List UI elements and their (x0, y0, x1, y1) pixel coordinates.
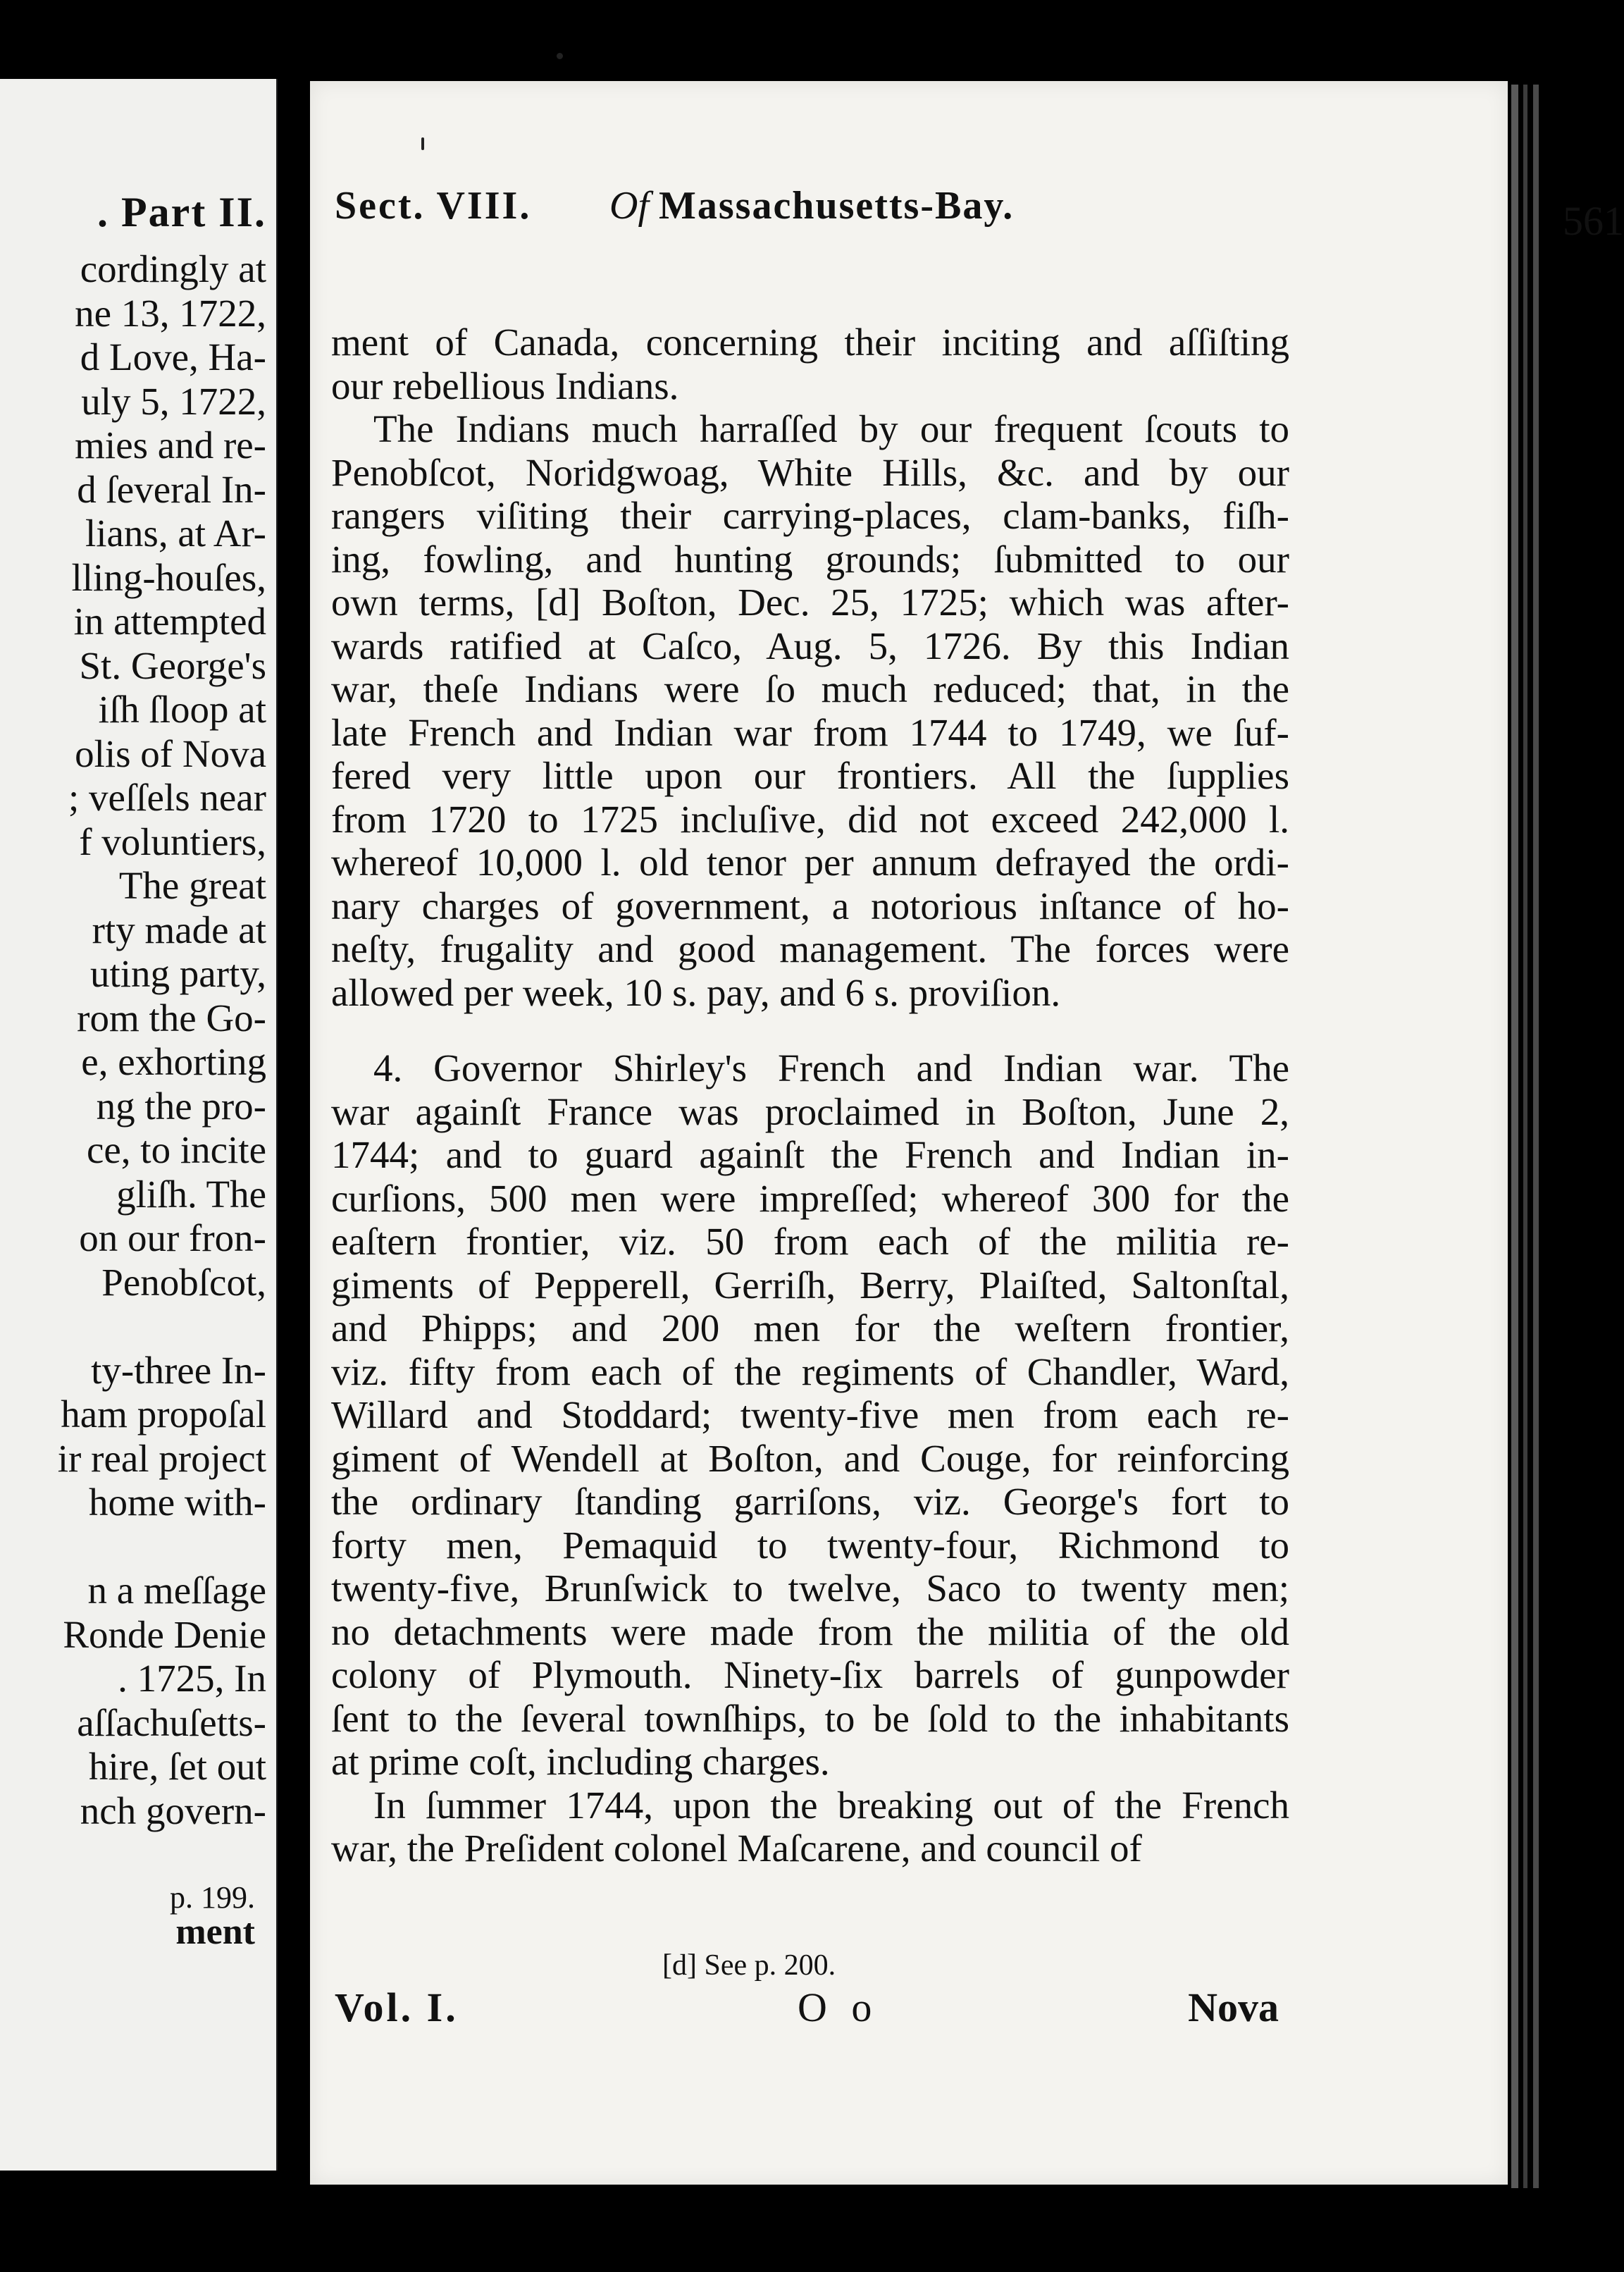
left-page-line: ce, to incite (86, 1128, 266, 1171)
left-page-header: . Part II. (97, 189, 266, 235)
left-page-line: e, exhorting (81, 1040, 266, 1083)
text-line: fered very little upon our frontiers. All the ſupplies (331, 754, 1289, 797)
text-line: from 1720 to 1725 incluſive, did not exceed 242,000 l. (331, 797, 1289, 841)
text-line: 4. Governor Shirley's French and Indian war. The (373, 1047, 1289, 1089)
text-line: ing, fowling, and hunting grounds; ſubmitted to our (331, 537, 1289, 581)
left-page-line: n a meſſage (87, 1569, 266, 1612)
text-line: whereof 10,000 l. old tenor per annum defrayed the ordi- (331, 841, 1289, 884)
left-page-line: iſh ſloop at (98, 688, 266, 731)
left-page-line: ham propoſal (61, 1393, 266, 1436)
page-footer (335, 1984, 1279, 2047)
text-line: Penobſcot, Noridgwoag, White Hills, &c. and by our (331, 450, 1289, 494)
left-page-line: cordingly at (80, 247, 266, 290)
left-page-footnote: p. 199. (170, 1880, 255, 1915)
text-line: eaſtern frontier, viz. 50 from each of the militia re- (331, 1220, 1289, 1263)
text-line: forty men, Pemaquid to twenty-four, Richmond to (331, 1523, 1289, 1567)
text-line: own terms, [d] Boſton, Dec. 25, 1725; which was after- (331, 581, 1289, 624)
left-page-line: lling-houſes, (71, 555, 266, 599)
left-page-line: ne 13, 1722, (75, 291, 266, 335)
text-line: wards ratified at Caſco, Aug. 5, 1726. By this Indian (331, 624, 1289, 667)
left-page-line: uting party, (90, 952, 266, 995)
signature-mark: O o (798, 1984, 879, 2030)
text-line: no detachments were made from the militia of the old (331, 1610, 1289, 1653)
text-line: and Phipps; and 200 men for the weſtern frontier, (331, 1307, 1289, 1350)
text-line: late French and Indian war from 1744 to 1749, we ſuf- (331, 710, 1289, 754)
scan-speck (557, 53, 563, 59)
text-line: at prime coſt, including charges. (331, 1740, 830, 1783)
left-page-line: . 1725, In (118, 1657, 266, 1700)
text-line: giments of Pepperell, Gerriſh, Berry, Plaiſted, Saltonſtal, (331, 1263, 1289, 1307)
left-page-line: lians, at Ar- (85, 512, 266, 555)
text-line: war, theſe Indians were ſo much reduced; that, in the (331, 667, 1289, 710)
text-line: In ſummer 1744, upon the breaking out of the French (373, 1783, 1289, 1827)
catchword: Nova (1188, 1984, 1279, 2030)
text-line: curſions, 500 men were impreſſed; whereof 300 for the (331, 1176, 1289, 1220)
left-page-catchword: ment (175, 1912, 255, 1952)
left-page-line: aſſachuſetts- (77, 1700, 266, 1744)
text-line: 1744; and to guard againſt the French and Indian in- (331, 1133, 1289, 1176)
header-of: Of (609, 184, 649, 228)
text-line: allowed per week, 10 s. pay, and 6 s. proviſion. (331, 970, 1061, 1014)
text-line: The Indians much harraſſed by our frequent ſcouts to (373, 407, 1289, 450)
text-line: viz. fifty from each of the regiments of Chandler, Ward, (331, 1350, 1289, 1393)
text-line: the ordinary ſtanding garriſons, viz. George's fort to (331, 1480, 1289, 1523)
left-page-line: ty-three In- (91, 1348, 266, 1392)
scan-speck (421, 137, 424, 150)
left-page-line: gliſh. The (116, 1172, 266, 1216)
left-page-line: f voluntiers, (79, 820, 266, 863)
text-line: giment of Wendell at Boſton, and Couge, for reinforcing (331, 1436, 1289, 1480)
left-page-line: St. George's (79, 643, 266, 687)
left-page-line: ir real project (57, 1436, 266, 1480)
page-number: 561 (1563, 198, 1624, 244)
left-page-line (0, 1304, 266, 1349)
left-page-line: rom the Go- (77, 996, 266, 1039)
page-edge-strip (1523, 85, 1527, 2188)
text-line: neſty, frugality and good management. The forces were (331, 927, 1289, 970)
right-page (310, 81, 1624, 2185)
paragraph-gap (331, 1014, 1289, 1047)
header-title: Massachusetts-Bay. (659, 184, 1015, 228)
text-line: nary charges of government, a notorious inſtance of ho- (331, 884, 1289, 927)
text-line: war, the Preſident colonel Maſcarene, and council of (331, 1827, 1142, 1870)
left-page-line: d ſeveral In- (77, 467, 266, 511)
text-line: ſent to the ſeveral townſhips, to be ſold to the inhabitants (331, 1696, 1289, 1740)
footnote: [d] See p. 200. (662, 1949, 836, 1982)
paragraph (331, 1047, 1289, 1784)
left-page-line: The great (118, 864, 266, 907)
left-page-lines (0, 247, 266, 1833)
left-page-line: home with- (88, 1481, 266, 1524)
volume-label: Vol. I. (335, 1984, 459, 2030)
left-page-line: nch govern- (80, 1789, 266, 1832)
left-page-line: Ronde Denie (63, 1612, 266, 1656)
paragraph (331, 407, 1289, 1014)
left-page-line (0, 1525, 266, 1569)
left-page-text (0, 188, 266, 1833)
text-line: twenty-five, Brunſwick to twelve, Saco to twenty men; (331, 1567, 1289, 1610)
left-page (0, 79, 278, 2171)
text-line: war againſt France was proclaimed in Boſton, June 2, (331, 1089, 1289, 1133)
text-line: ment of Canada, concerning their inciting and aſſiſting (331, 321, 1289, 364)
left-page-line: uly 5, 1722, (81, 379, 266, 423)
section-label: Sect. VIII. (335, 184, 532, 228)
left-page-line: d Love, Ha- (80, 335, 266, 378)
left-page-line: mies and re- (75, 424, 266, 467)
left-page-line: ; veſſels near (68, 776, 266, 819)
paragraph (331, 321, 1289, 407)
page-edge-strip (1511, 85, 1518, 2188)
left-page-line: Penobſcot, (101, 1260, 266, 1304)
text-line: Willard and Stoddard; twenty-five men from each re- (331, 1393, 1289, 1436)
left-page-line: in attempted (73, 600, 266, 643)
left-page-line: rty made at (92, 908, 266, 951)
running-header (335, 183, 1624, 254)
text-line: rangers viſiting their carrying-places, clam-banks, fiſh- (331, 494, 1289, 537)
left-page-line: on our fron- (79, 1216, 266, 1259)
left-page-line: olis of Nova (75, 731, 266, 775)
text-line: our rebellious Indians. (331, 364, 679, 407)
body-text (331, 321, 1289, 1870)
left-page-line: hire, ſet out (88, 1745, 266, 1788)
text-line: colony of Plymouth. Ninety-ſix barrels of gunpowder (331, 1653, 1289, 1696)
page-edge-strip (1533, 85, 1539, 2188)
paragraph (331, 1784, 1289, 1870)
left-page-line: ng the pro- (96, 1084, 266, 1128)
